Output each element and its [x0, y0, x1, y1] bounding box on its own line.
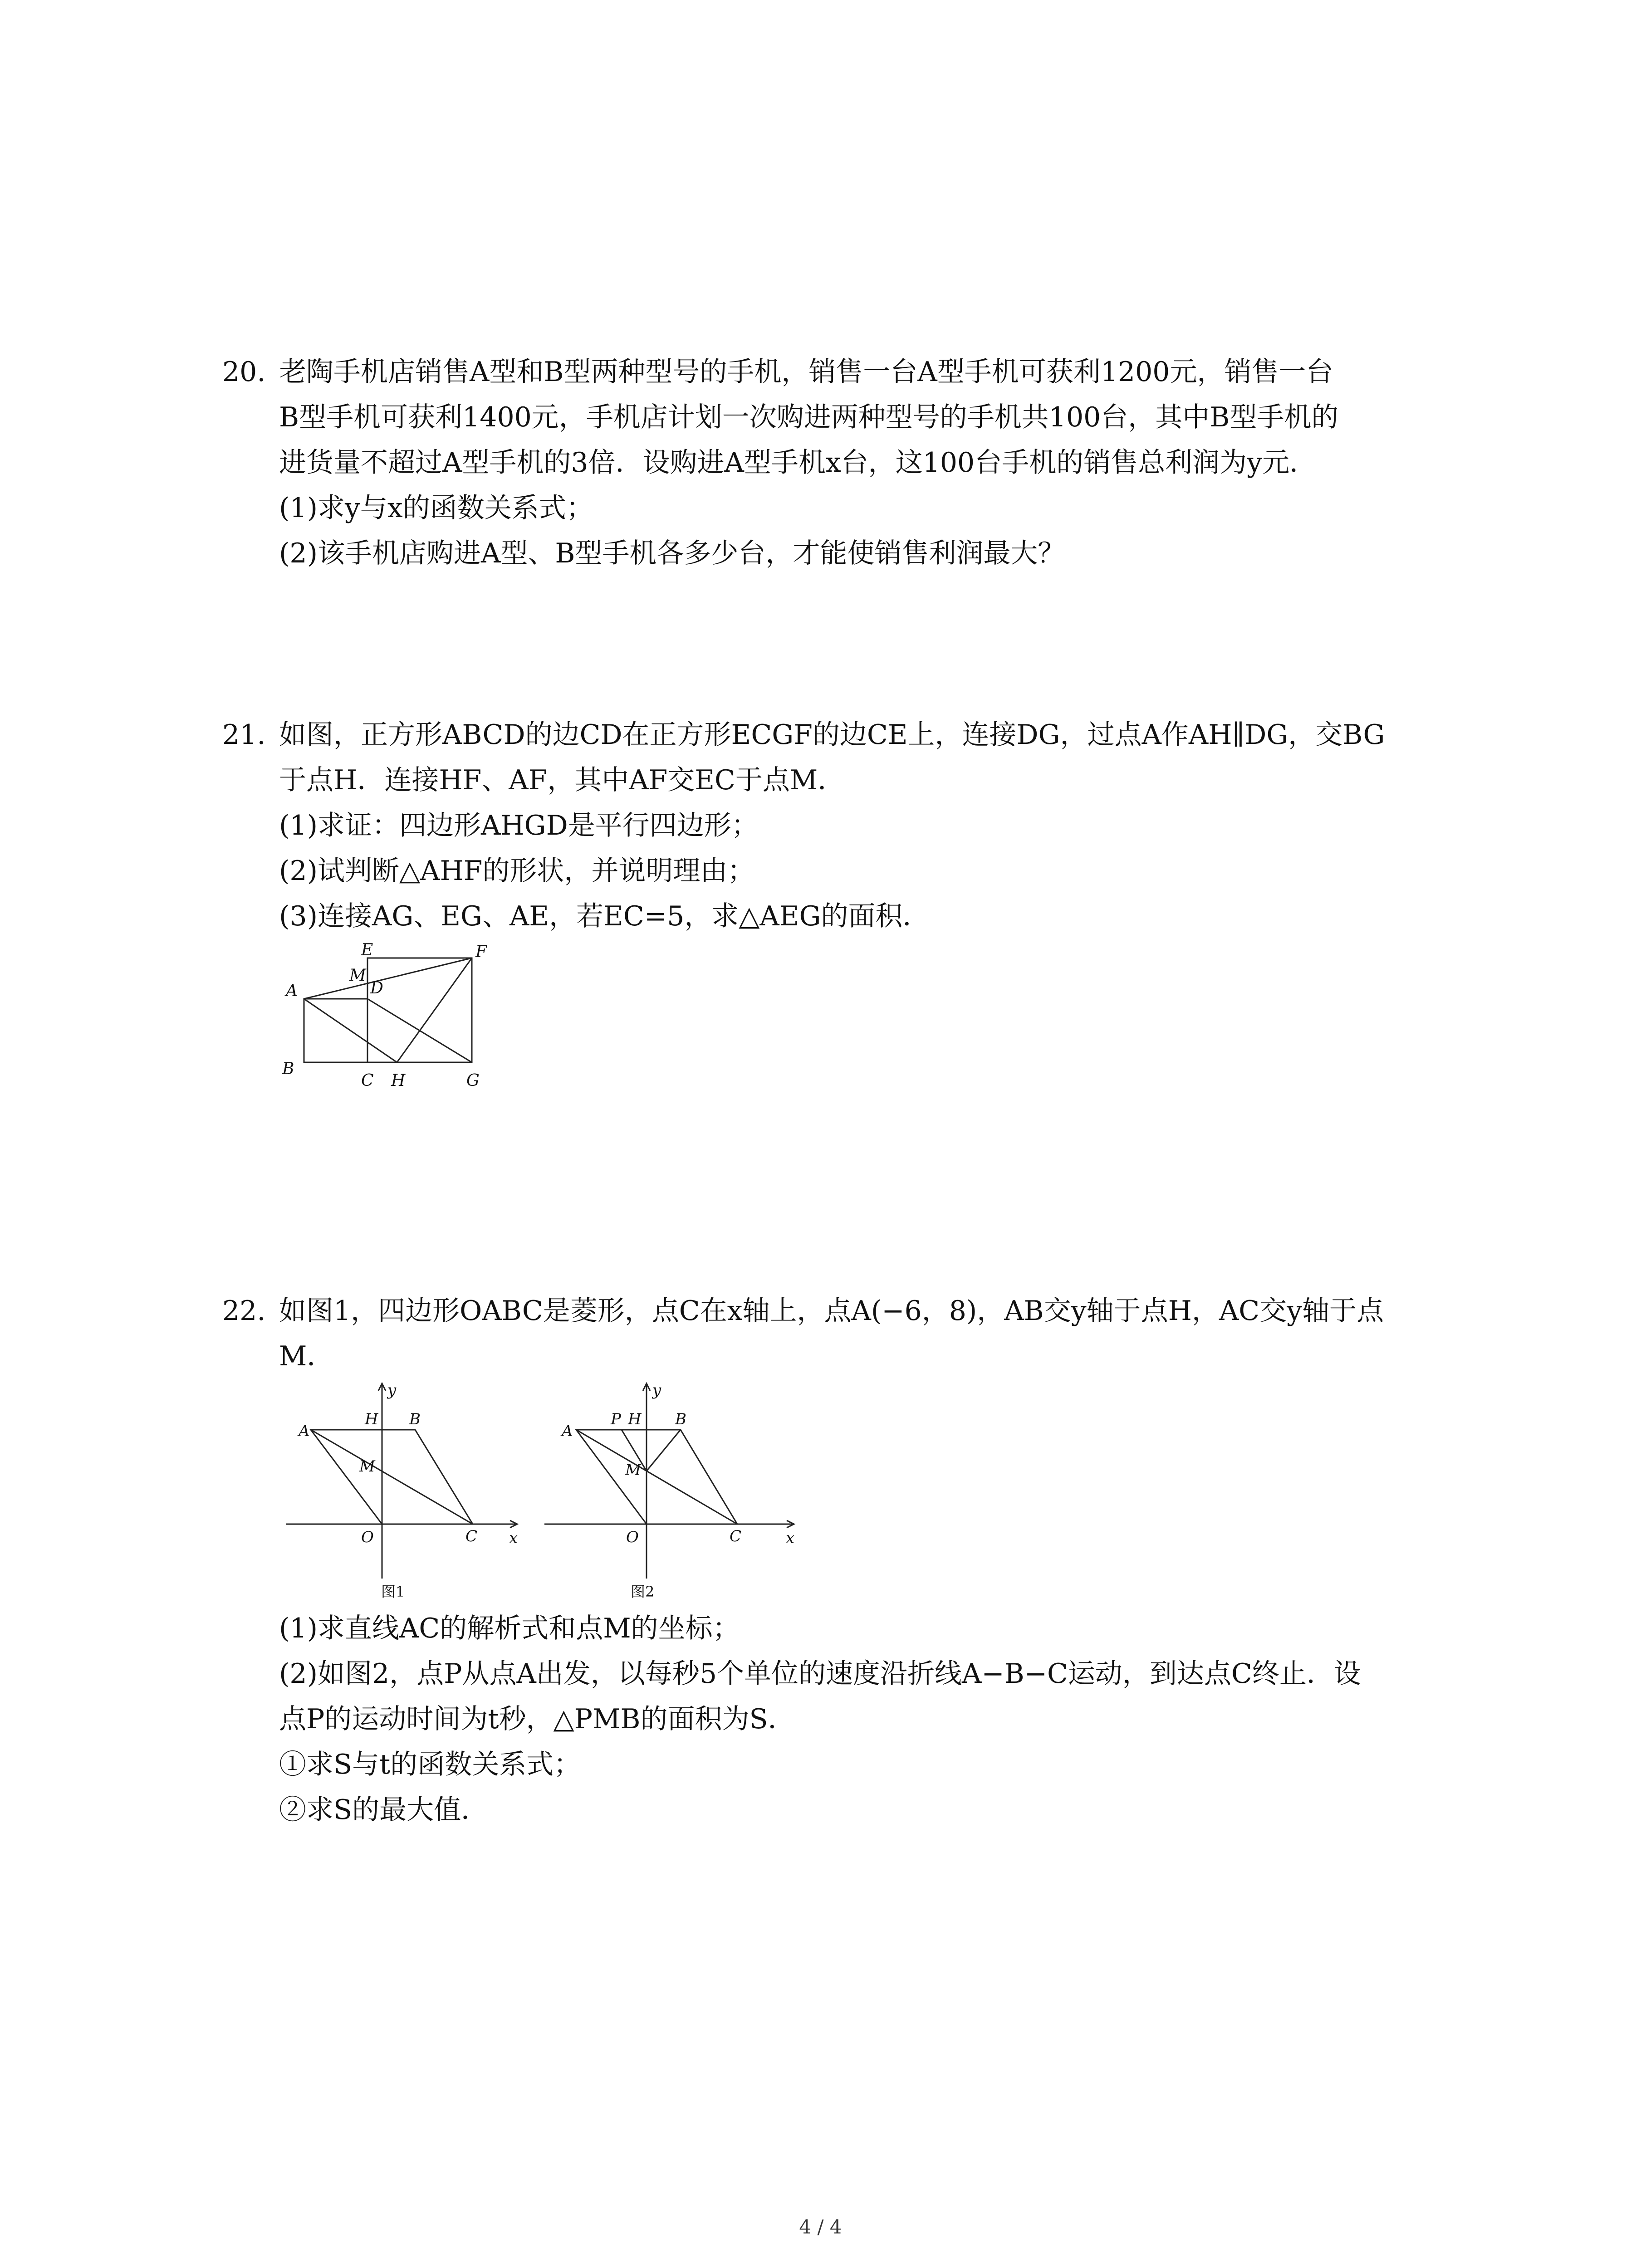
label-h: H	[391, 1071, 406, 1090]
problem-20-line-1: 20. 老陶手机店销售A型和B型两种型号的手机，销售一台A型手机可获利1200元，销售一台	[222, 349, 1447, 395]
problem-22-part-2-cont: 点P的运动时间为t秒，△PMB的面积为S．	[279, 1703, 795, 1735]
label-c: C	[361, 1071, 374, 1090]
problem-21-part-2: (2)试判断△AHF的形状，并说明理由；	[279, 855, 755, 887]
label-a: A	[286, 982, 298, 1000]
rhombus-figure-1	[272, 1379, 526, 1601]
problem-20-line-2: B型手机可获利1400元，手机店计划一次购进两种型号的手机共100台，其中B型手机的	[279, 401, 1339, 433]
label-p: P	[611, 1410, 621, 1428]
square-ecgf	[367, 958, 472, 1062]
page-number: 4 / 4	[799, 2216, 842, 2238]
label-a: A	[562, 1422, 573, 1440]
figure-2-caption: 图2	[631, 1583, 655, 1600]
problem-number: 20.	[222, 356, 266, 388]
problem-22-subpart-2: ②求S的最大值．	[279, 1794, 489, 1826]
label-m: M	[359, 1457, 375, 1476]
label-b: B	[282, 1060, 294, 1078]
label-b: B	[409, 1410, 421, 1428]
label-o: O	[361, 1528, 374, 1546]
problem-21	[222, 712, 1447, 939]
label-g: G	[466, 1071, 480, 1090]
problem-number: 21.	[222, 719, 266, 751]
problem-22-line-2: M．	[279, 1340, 334, 1372]
label-x: x	[509, 1529, 518, 1547]
label-d: D	[370, 979, 383, 997]
problem-20	[222, 349, 1447, 576]
label-y: y	[652, 1381, 661, 1399]
problem-22-subpart-1: ①求S与t的函数关系式；	[279, 1749, 581, 1780]
label-h: H	[628, 1410, 642, 1428]
diagonal-ac	[576, 1430, 737, 1524]
label-h: H	[365, 1410, 378, 1428]
problem-22-line-1: 22. 如图1，四边形OABC是菱形，点C在x轴上，点A(−6，8)，AB交y轴于点H，AC交y轴于点	[222, 1288, 1447, 1334]
problem-20-part-1: (1)求y与x的函数关系式；	[279, 492, 593, 524]
label-a: A	[299, 1422, 310, 1440]
problem-21-part-1: (1)求证：四边形AHGD是平行四边形；	[279, 810, 759, 841]
label-o: O	[626, 1528, 639, 1546]
problem-21-line-2: 于点H．连接HF、AF，其中AF交EC于点M．	[279, 764, 845, 796]
problem-22-part-2: (2)如图2，点P从点A出发，以每秒5个单位的速度沿折线A−B−C运动，到达点C终止．设	[279, 1658, 1361, 1690]
problem-22-part-1: (1)求直线AC的解析式和点M的坐标；	[279, 1613, 740, 1644]
label-x: x	[786, 1529, 795, 1547]
problem-22-parts	[222, 1606, 1447, 1833]
label-f: F	[475, 943, 487, 961]
rhombus-figure-2	[535, 1379, 808, 1601]
label-b: B	[675, 1410, 686, 1428]
problem-21-line-1: 21. 如图，正方形ABCD的边CD在正方形ECGF的边CE上，连接DG，过点A作AH∥DG，交BG	[222, 712, 1447, 758]
square-diagram	[272, 939, 526, 1102]
label-m: M	[625, 1461, 641, 1479]
label-c: C	[465, 1527, 478, 1545]
label-y: y	[387, 1381, 397, 1399]
problem-22	[222, 1288, 1447, 1379]
square-abcd	[304, 999, 367, 1062]
label-c: C	[730, 1527, 742, 1545]
figure-1-caption: 图1	[381, 1583, 405, 1600]
problem-number: 22.	[222, 1295, 266, 1327]
label-m: M	[349, 966, 366, 985]
problem-21-part-3: (3)连接AG、EG、AE，若EC=5，求△AEG的面积．	[279, 900, 930, 932]
diagonal-ac	[311, 1430, 473, 1524]
problem-20-part-2: (2)该手机店购进A型、B型手机各多少台，才能使销售利润最大？	[279, 538, 1065, 569]
segment-mb	[647, 1430, 681, 1471]
label-e: E	[361, 941, 373, 959]
problem-20-line-3: 进货量不超过A型手机的3倍．设购进A型手机x台，这100台手机的销售总利润为y元．	[279, 447, 1317, 479]
